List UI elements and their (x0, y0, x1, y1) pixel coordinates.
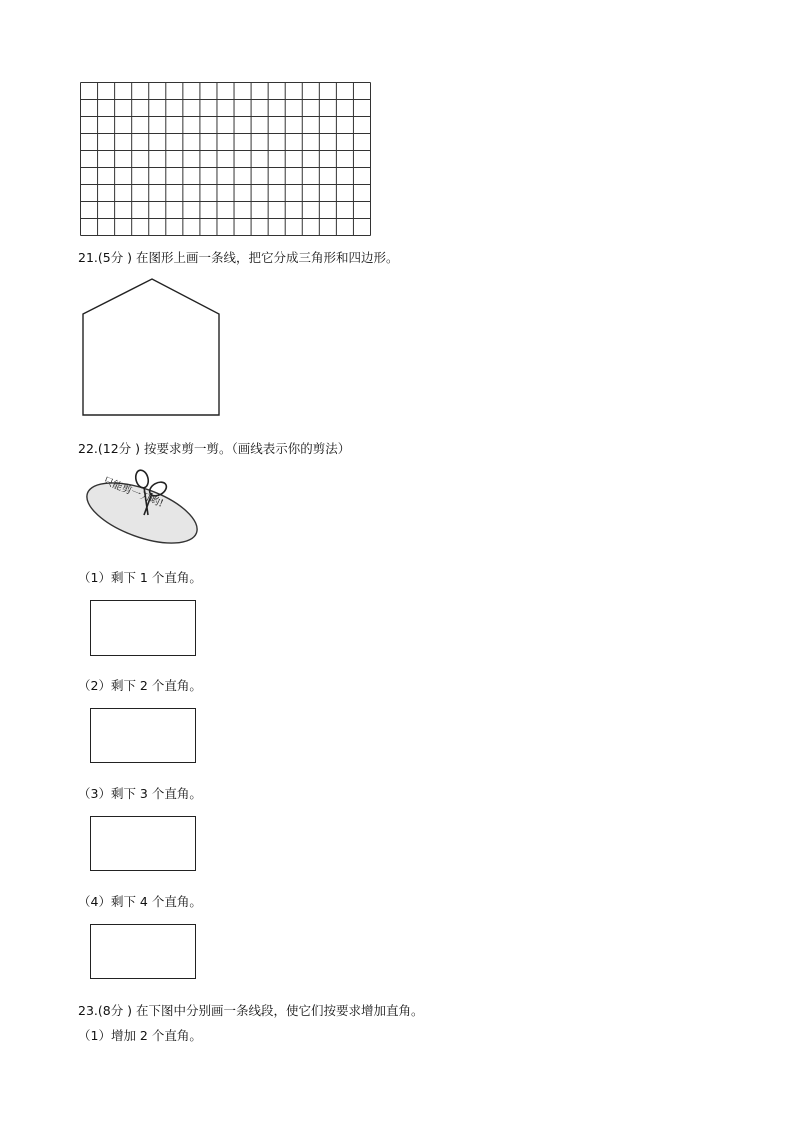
part-2-label: （2）剩下 2 个直角。 (78, 678, 202, 693)
q23-part-1-label: （1）增加 2 个直角。 (78, 1028, 202, 1043)
scissors-tag-text: 只能剪一刀哟! (101, 475, 165, 510)
rectangle-part-1 (90, 600, 196, 656)
square-grid (80, 82, 372, 237)
question-21-text: 21.(5分 ) 在图形上画一条线，把它分成三角形和四边形。 (78, 250, 399, 265)
question-22-text: 22.(12分 ) 按要求剪一剪。（画线表示你的剪法） (78, 441, 351, 456)
part-1-label: （1）剩下 1 个直角。 (78, 570, 202, 585)
question-23-text: 23.(8分 ) 在下图中分别画一条线段，使它们按要求增加直角。 (78, 1003, 424, 1018)
rectangle-part-4 (90, 924, 196, 979)
pentagon-house-shape (82, 278, 222, 418)
rectangle-part-2 (90, 708, 196, 763)
part-3-label: （3）剩下 3 个直角。 (78, 786, 202, 801)
rectangle-part-3 (90, 816, 196, 871)
part-4-label: （4）剩下 4 个直角。 (78, 894, 202, 909)
scissors-tag-illustration (84, 465, 204, 550)
